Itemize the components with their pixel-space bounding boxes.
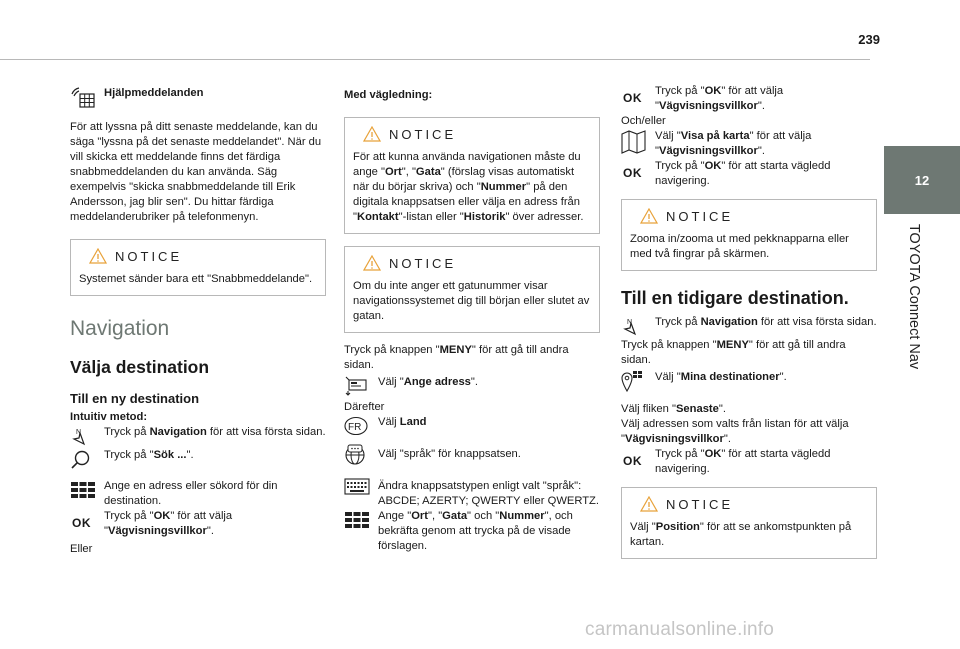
step-show-on-map: Välj "Visa på karta" för att välja "Vägvisningsvillkor". bbox=[621, 129, 877, 159]
step-enter-address: Ange en adress eller sökord för din destination. bbox=[70, 479, 326, 509]
help-text: För att lyssna på ditt senaste meddelande, kan du säga "lyssna på det senaste meddelandet". När du vill skicka ett meddelande finns det färdiga snabbmeddelanden du kan använda. Säg exempelvis "skicka snabbmeddelande till Erik Andersson, jag blir sen". Du hittar färdiga meddelanderubriker på telefonmenyn. bbox=[70, 121, 322, 223]
column-2 bbox=[344, 84, 600, 554]
destinations-pin-icon bbox=[621, 368, 655, 393]
keyboard-layout-icon bbox=[344, 477, 378, 496]
ok-icon: OK bbox=[72, 516, 91, 530]
notice-box-2 bbox=[344, 117, 600, 234]
notice-box-5 bbox=[621, 487, 877, 559]
chapter-tab[interactable]: 12 bbox=[884, 146, 960, 214]
step-search: Tryck på "Sök ...". bbox=[70, 448, 326, 471]
keyboard-icon bbox=[70, 479, 104, 500]
step-my-destinations: Välj "Mina destinationer". bbox=[621, 368, 877, 393]
notice-text: För att kunna använda navigationen måste du ange "Ort", "Gata" (förslag visas automatiskt när du börjar skriva) och "Nummer" på den digitala knappsatsen eller välja en adress från "Kontakt"-listan eller "Historik" över adresser. bbox=[353, 151, 584, 223]
darefter-text: Därefter bbox=[344, 401, 385, 413]
ok-icon: OK bbox=[623, 166, 642, 180]
notice-text: Välj "Position" för att se ankomstpunkten på kartan. bbox=[630, 521, 852, 548]
notice-text: Zooma in/zooma ut med pekknapparna eller med två fingrar på skärmen. bbox=[630, 233, 849, 260]
notice-label: NOTICE bbox=[666, 496, 734, 512]
notice-text: Om du inte anger ett gatunummer visar navigationssystemet dig till början eller slutet av gatan. bbox=[353, 280, 590, 322]
column-1 bbox=[70, 84, 326, 557]
notice-label: NOTICE bbox=[115, 248, 183, 264]
svg-text:FR: FR bbox=[348, 422, 362, 433]
notice-box-4 bbox=[621, 199, 877, 271]
choose-address-text: Välj adressen som valts från listan för att välja "Vägvisningsvillkor". bbox=[621, 418, 849, 445]
warning-icon bbox=[640, 208, 658, 224]
country-flag-icon bbox=[344, 415, 378, 436]
och-eller-text: Och/eller bbox=[621, 115, 666, 127]
step-enter-fields: Ange "Ort", "Gata" och "Nummer", och bekräfta genom att trycka på de visade förslagen. bbox=[344, 509, 600, 554]
search-icon bbox=[70, 448, 104, 471]
voice-keypad-icon bbox=[70, 84, 104, 109]
step-ok-1: OK Tryck på "OK" för att välja "Vägvisningsvillkor". bbox=[623, 85, 784, 112]
chapter-title: TOYOTA Connect Nav bbox=[906, 223, 923, 369]
step-language: Välj "språk" för knappsatsen. bbox=[344, 442, 600, 467]
ok-icon: OK bbox=[623, 454, 642, 468]
menu-instruction: Tryck på knappen "MENY" för att gå till andra sidan. bbox=[344, 344, 569, 371]
address-map-icon bbox=[344, 373, 378, 396]
navigation-arrow-icon bbox=[70, 425, 104, 448]
warning-icon bbox=[640, 496, 658, 512]
step-country: FR Välj Land bbox=[344, 415, 600, 436]
map-icon bbox=[621, 129, 655, 154]
recent-tab-text: Välj fliken "Senaste". bbox=[621, 403, 726, 415]
svg-text:N: N bbox=[76, 429, 82, 436]
intuitive-label: Intuitiv metod: bbox=[70, 411, 148, 423]
eller-text: Eller bbox=[70, 543, 93, 555]
warning-icon bbox=[89, 248, 107, 264]
notice-box-1 bbox=[70, 239, 326, 296]
notice-label: NOTICE bbox=[389, 255, 457, 271]
help-title: Hjälpmeddelanden bbox=[104, 87, 204, 99]
guidance-title: Med vägledning: bbox=[344, 89, 433, 101]
top-rule bbox=[0, 59, 870, 60]
notice-label: NOTICE bbox=[389, 126, 457, 142]
previous-destination-heading: Till en tidigare destination. bbox=[621, 288, 849, 308]
notice-box-3 bbox=[344, 246, 600, 333]
language-globe-icon bbox=[344, 442, 378, 467]
warning-icon bbox=[363, 255, 381, 271]
step-navigation: N Tryck på Navigation för att visa första sidan. bbox=[621, 315, 877, 338]
page-number: 239 bbox=[858, 32, 880, 47]
column-3 bbox=[621, 84, 877, 559]
svg-text:N: N bbox=[627, 319, 633, 326]
navigation-heading: Navigation bbox=[70, 317, 170, 340]
keyboard-icon bbox=[344, 509, 378, 530]
step-enter-address: Välj "Ange adress". bbox=[344, 373, 600, 396]
notice-label: NOTICE bbox=[666, 208, 734, 224]
warning-icon bbox=[363, 126, 381, 142]
keyboard-type-text: Ändra knappsatstypen enligt valt "språk": ABCDE; AZERTY; QWERTY eller QWERTZ. bbox=[378, 480, 599, 507]
step-ok-3: OK Tryck på "OK" för att starta vägledd navigering. bbox=[623, 448, 831, 475]
choose-destination-heading: Välja destination bbox=[70, 357, 210, 377]
step-ok-2: OK Tryck på "OK" för att starta vägledd navigering. bbox=[623, 160, 831, 187]
step-navigation: N Tryck på Navigation för att visa första sidan. bbox=[70, 425, 326, 448]
navigation-arrow-icon bbox=[621, 315, 655, 338]
help-messages-header bbox=[70, 84, 326, 109]
watermark: carmanualsonline.info bbox=[585, 619, 775, 640]
notice-text: Systemet sänder bara ett "Snabbmeddelande". bbox=[79, 273, 313, 285]
step-ok: OK Tryck på "OK" för att välja "Vägvisningsvillkor". bbox=[72, 510, 233, 537]
ok-icon: OK bbox=[623, 91, 642, 105]
new-destination-heading: Till en ny destination bbox=[70, 391, 200, 406]
menu-instruction: Tryck på knappen "MENY" för att gå till andra sidan. bbox=[621, 339, 846, 366]
